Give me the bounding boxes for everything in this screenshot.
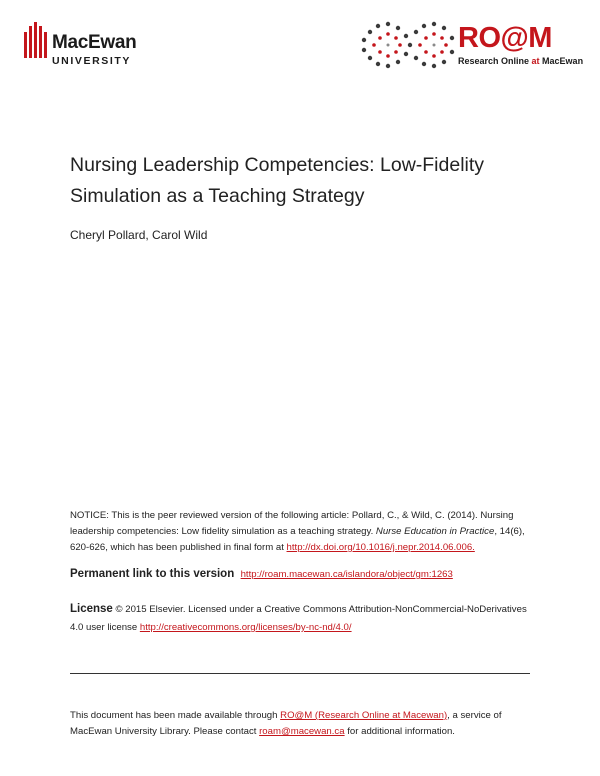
license-link[interactable]: http://creativecommons.org/licenses/by-nc-nd/4.0/ bbox=[139, 622, 352, 633]
macewan-logo-name: MacEwan bbox=[52, 32, 137, 53]
authors: Cheryl Pollard, Carol Wild bbox=[70, 228, 208, 242]
title-line-1: Nursing Leadership Competencies: Low-Fidelity bbox=[70, 154, 485, 176]
roam-tagline bbox=[458, 56, 583, 66]
footer-paragraph bbox=[70, 708, 540, 740]
horizontal-divider bbox=[70, 673, 530, 674]
roam-link[interactable]: RO@M (Research Online at Macewan) bbox=[280, 710, 448, 721]
permanent-link-row bbox=[70, 566, 453, 580]
email-link[interactable]: roam@macewan.ca bbox=[259, 726, 345, 737]
permanent-link-label: Permanent link to this version bbox=[70, 568, 235, 580]
license-paragraph bbox=[70, 600, 540, 637]
license-label: License bbox=[70, 603, 113, 615]
macewan-logo-subtitle: UNIVERSITY bbox=[52, 55, 132, 67]
roam-dot-pattern-icon bbox=[360, 18, 456, 74]
title-line-2: Simulation as a Teaching Strategy bbox=[70, 185, 365, 207]
roam-tagline-at: at bbox=[531, 56, 540, 66]
notice-journal: Nurse Education in Practice bbox=[375, 526, 495, 537]
notice-text-2: , 14(6), 620-626, which has been published in final form at bbox=[70, 526, 525, 553]
document-title bbox=[70, 150, 540, 212]
footer-text-1: This document has been made available through bbox=[70, 710, 281, 721]
roam-tagline-suffix: MacEwan bbox=[539, 56, 584, 66]
roam-logo bbox=[360, 18, 584, 74]
macewan-university-logo bbox=[24, 22, 164, 70]
footer-text-2: , a service of MacEwan University Library. Please contact bbox=[70, 710, 502, 737]
doi-link[interactable]: http://dx.doi.org/10.1016/j.nepr.2014.06.006. bbox=[286, 542, 475, 553]
permanent-link-url[interactable]: http://roam.macewan.ca/islandora/object/gm:1263 bbox=[240, 569, 453, 580]
roam-tagline-prefix: Research Online bbox=[458, 56, 532, 66]
roam-wordmark: RO@M bbox=[458, 22, 552, 54]
license-text: © 2015 Elsevier. Licensed under a Creative Commons Attribution-NonCommercial-NoDerivatives 4.0 user license bbox=[70, 604, 527, 633]
macewan-mark-icon bbox=[24, 22, 48, 58]
notice-text-1: NOTICE: This is the peer reviewed version of the following article: Pollard, C., & Wild, C. (2014). Nursing leadership competencies: Low fidelity simulation as a teaching strategy. bbox=[70, 510, 514, 537]
notice-paragraph bbox=[70, 508, 540, 556]
footer-text-3: for additional information. bbox=[344, 726, 455, 737]
